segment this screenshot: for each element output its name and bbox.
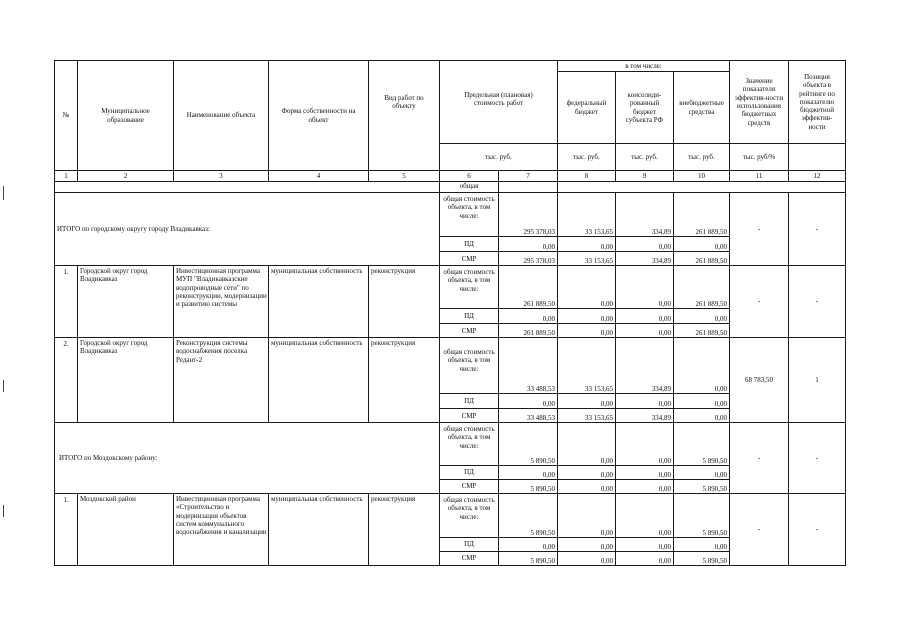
row-number: 2.: [54, 337, 78, 423]
label-smr: СМР: [439, 479, 499, 494]
value-cost: 0,00: [498, 236, 558, 252]
label-smr: СМР: [439, 251, 499, 266]
value-consolidated: 0,00: [615, 422, 674, 466]
value-consolidated: 0,00: [615, 479, 674, 494]
header-cost: Предельная (плановая) стоимость работ: [439, 60, 558, 144]
colnum: 11: [729, 170, 789, 182]
value-federal: 0,00: [557, 537, 616, 552]
value-extra: 0,00: [673, 308, 730, 324]
value-rank: -: [788, 265, 846, 338]
row-object: Реконструкция системы водоснабжения поселка Редант-2: [173, 337, 269, 423]
value-efficiency: -: [729, 422, 789, 494]
colnum: 9: [615, 170, 674, 182]
label-total-incl: общая стоимость объекта, в том числе:: [439, 493, 499, 538]
value-rank: -: [788, 192, 846, 266]
header-extra: внебюджетные средства: [673, 71, 730, 144]
value-federal: 0,00: [557, 493, 616, 538]
row-municipal: Городской округ город Владикавказ: [77, 265, 174, 338]
row-object: Инвестиционная программа «Строительство и модернизация объектов систем коммунального водоснабжения и канализации: [173, 493, 269, 566]
section-title-text: ИТОГО по городскому округу городу Владикавказ:: [57, 224, 210, 233]
label-total-incl: общая стоимость объекта, в том числе:: [439, 265, 499, 309]
value-extra: 0,00: [673, 408, 730, 423]
value-extra: 0,00: [673, 393, 730, 409]
colnum: 4: [268, 170, 369, 182]
value-consolidated: 334,89: [615, 337, 674, 394]
value-extra: 5 890,50: [673, 493, 730, 538]
value-federal: 0,00: [557, 308, 616, 324]
label-smr: СМР: [439, 551, 499, 566]
colnum: 10: [673, 170, 730, 182]
colnum: 7: [498, 170, 558, 182]
value-federal: 33 153,65: [557, 251, 616, 266]
row-object: Инвестиционная программа МУП "Владикавказские водопроводные сети" по реконструкции, модернизации и развитию системы: [173, 265, 269, 338]
value-federal: 0,00: [557, 422, 616, 466]
value-extra: 5 890,50: [673, 551, 730, 566]
value-extra: 261 889,50: [673, 251, 730, 266]
value-consolidated: 0,00: [615, 393, 674, 409]
value-cost: 261 889,50: [498, 323, 558, 338]
label-pd: ПД: [439, 236, 499, 252]
value-cost: 0,00: [498, 465, 558, 480]
value-rank: -: [788, 493, 846, 566]
header-consolidated: консолиди-рованный бюджет субъекта РФ: [615, 71, 674, 144]
unit-efficiency: тыс. руб/%: [729, 143, 789, 171]
row-ownership: муниципальная собственность: [268, 493, 369, 566]
colnum: 8: [557, 170, 616, 182]
value-extra: 0,00: [673, 465, 730, 480]
value-efficiency: -: [729, 192, 789, 266]
label-pd: ПД: [439, 537, 499, 552]
value-consolidated: 334,89: [615, 192, 674, 237]
header-municipal: Муниципальное образование: [77, 60, 174, 171]
label-total: общая: [439, 181, 499, 193]
value-extra: 261 889,50: [673, 192, 730, 237]
scan-mark: [3, 380, 4, 392]
colnum: 5: [368, 170, 440, 182]
value-federal: 0,00: [557, 236, 616, 252]
section-title-mozdok: [54, 422, 440, 494]
value-cost: 33 488,53: [498, 337, 558, 394]
value-cost: 295 378,03: [498, 192, 558, 237]
value-federal: 0,00: [557, 323, 616, 338]
value-efficiency: -: [729, 265, 789, 338]
colnum: 2: [77, 170, 174, 182]
value-rank: -: [788, 422, 846, 494]
value-cost: 5 890,50: [498, 551, 558, 566]
row-work-type: реконструкция: [368, 265, 440, 338]
value-consolidated: 0,00: [615, 465, 674, 480]
header-rank: Позиция объекта в рейтинге по показателю бюджетной эффектив-ности: [788, 60, 846, 144]
value-cost: 0,00: [498, 308, 558, 324]
value-extra: 5 890,50: [673, 422, 730, 466]
value-rank: 1: [788, 337, 846, 423]
row-ownership: муниципальная собственность: [268, 337, 369, 423]
unit-consolidated: тыс. руб.: [615, 143, 674, 171]
value-federal: 0,00: [557, 393, 616, 409]
value-extra: 5 890,50: [673, 479, 730, 494]
value-cost: 5 890,50: [498, 479, 558, 494]
unit-cost: тыс. руб.: [439, 143, 558, 171]
label-total-incl: общая стоимость объекта, в том числе:: [439, 422, 499, 466]
section-title-vladikavkaz: [54, 192, 440, 266]
value-cost: 261 889,50: [498, 265, 558, 309]
label-pd: ПД: [439, 308, 499, 324]
value-consolidated: 334,89: [615, 251, 674, 266]
value-consolidated: 0,00: [615, 265, 674, 309]
header-efficiency: Значение показателя эффектив-ности использования бюджетных средств: [729, 60, 789, 144]
value-federal: 0,00: [557, 551, 616, 566]
value-cost: 0,00: [498, 393, 558, 409]
value-consolidated: 0,00: [615, 551, 674, 566]
value-consolidated: 0,00: [615, 493, 674, 538]
value-extra: 0,00: [673, 337, 730, 394]
unit-federal: тыс. руб.: [557, 143, 616, 171]
value-extra: 261 889,50: [673, 323, 730, 338]
value-cost: 295 378,03: [498, 251, 558, 266]
header-federal: федеральный бюджет: [557, 71, 616, 144]
row-number: 1.: [54, 493, 78, 566]
row-municipal: Городской округ город Владикавказ: [77, 337, 174, 423]
value-federal: 0,00: [557, 479, 616, 494]
label-smr: СМР: [439, 323, 499, 338]
value-extra: 0,00: [673, 537, 730, 552]
value-cost: 33 488,53: [498, 408, 558, 423]
colnum: 1: [54, 170, 78, 182]
label-pd: ПД: [439, 465, 499, 480]
label-pd: ПД: [439, 393, 499, 409]
unit-extra: тыс. руб.: [673, 143, 730, 171]
label-total-incl: общая стоимость объекта, в том числе:: [439, 337, 499, 394]
value-consolidated: 334,89: [615, 408, 674, 423]
value-consolidated: 0,00: [615, 236, 674, 252]
section-title-text: ИТОГО по Моздокскому району:: [59, 453, 158, 462]
row-number: 1.: [54, 265, 78, 338]
value-federal: 0,00: [557, 265, 616, 309]
colnum: 6: [439, 170, 499, 182]
header-no: №: [54, 60, 78, 171]
value-extra: 0,00: [673, 236, 730, 252]
unit-rank: [788, 143, 846, 171]
value-consolidated: 0,00: [615, 308, 674, 324]
header-object-name: Наименование объекта: [173, 60, 269, 171]
header-work-type: Вид работ по объекту: [368, 60, 440, 171]
label-smr: СМР: [439, 408, 499, 423]
value-federal: 33 153,65: [557, 337, 616, 394]
row-work-type: реконструкция: [368, 493, 440, 566]
scan-mark: [3, 505, 4, 517]
value-extra: 261 889,50: [673, 265, 730, 309]
row-ownership: муниципальная собственность: [268, 265, 369, 338]
value-federal: 33 153,65: [557, 408, 616, 423]
label-total-incl: общая стоимость объекта, в том числе:: [439, 192, 499, 237]
value-consolidated: 0,00: [615, 323, 674, 338]
value-cost: 5 890,50: [498, 493, 558, 538]
value-federal: 0,00: [557, 465, 616, 480]
value-federal: 33 153,65: [557, 192, 616, 237]
value-efficiency: -: [729, 493, 789, 566]
value-consolidated: 0,00: [615, 537, 674, 552]
header-ownership: Форма собственности на объект: [268, 60, 369, 171]
value-cost: 5 890,50: [498, 422, 558, 466]
row-municipal: Моздокский район: [77, 493, 174, 566]
value-cost: 0,00: [498, 537, 558, 552]
header-including: в том числе:: [557, 60, 730, 72]
row-work-type: реконструкция: [368, 337, 440, 423]
value-efficiency: 68 783,50: [729, 337, 789, 423]
colnum: 3: [173, 170, 269, 182]
colnum: 12: [788, 170, 846, 182]
scan-mark: [3, 186, 4, 200]
